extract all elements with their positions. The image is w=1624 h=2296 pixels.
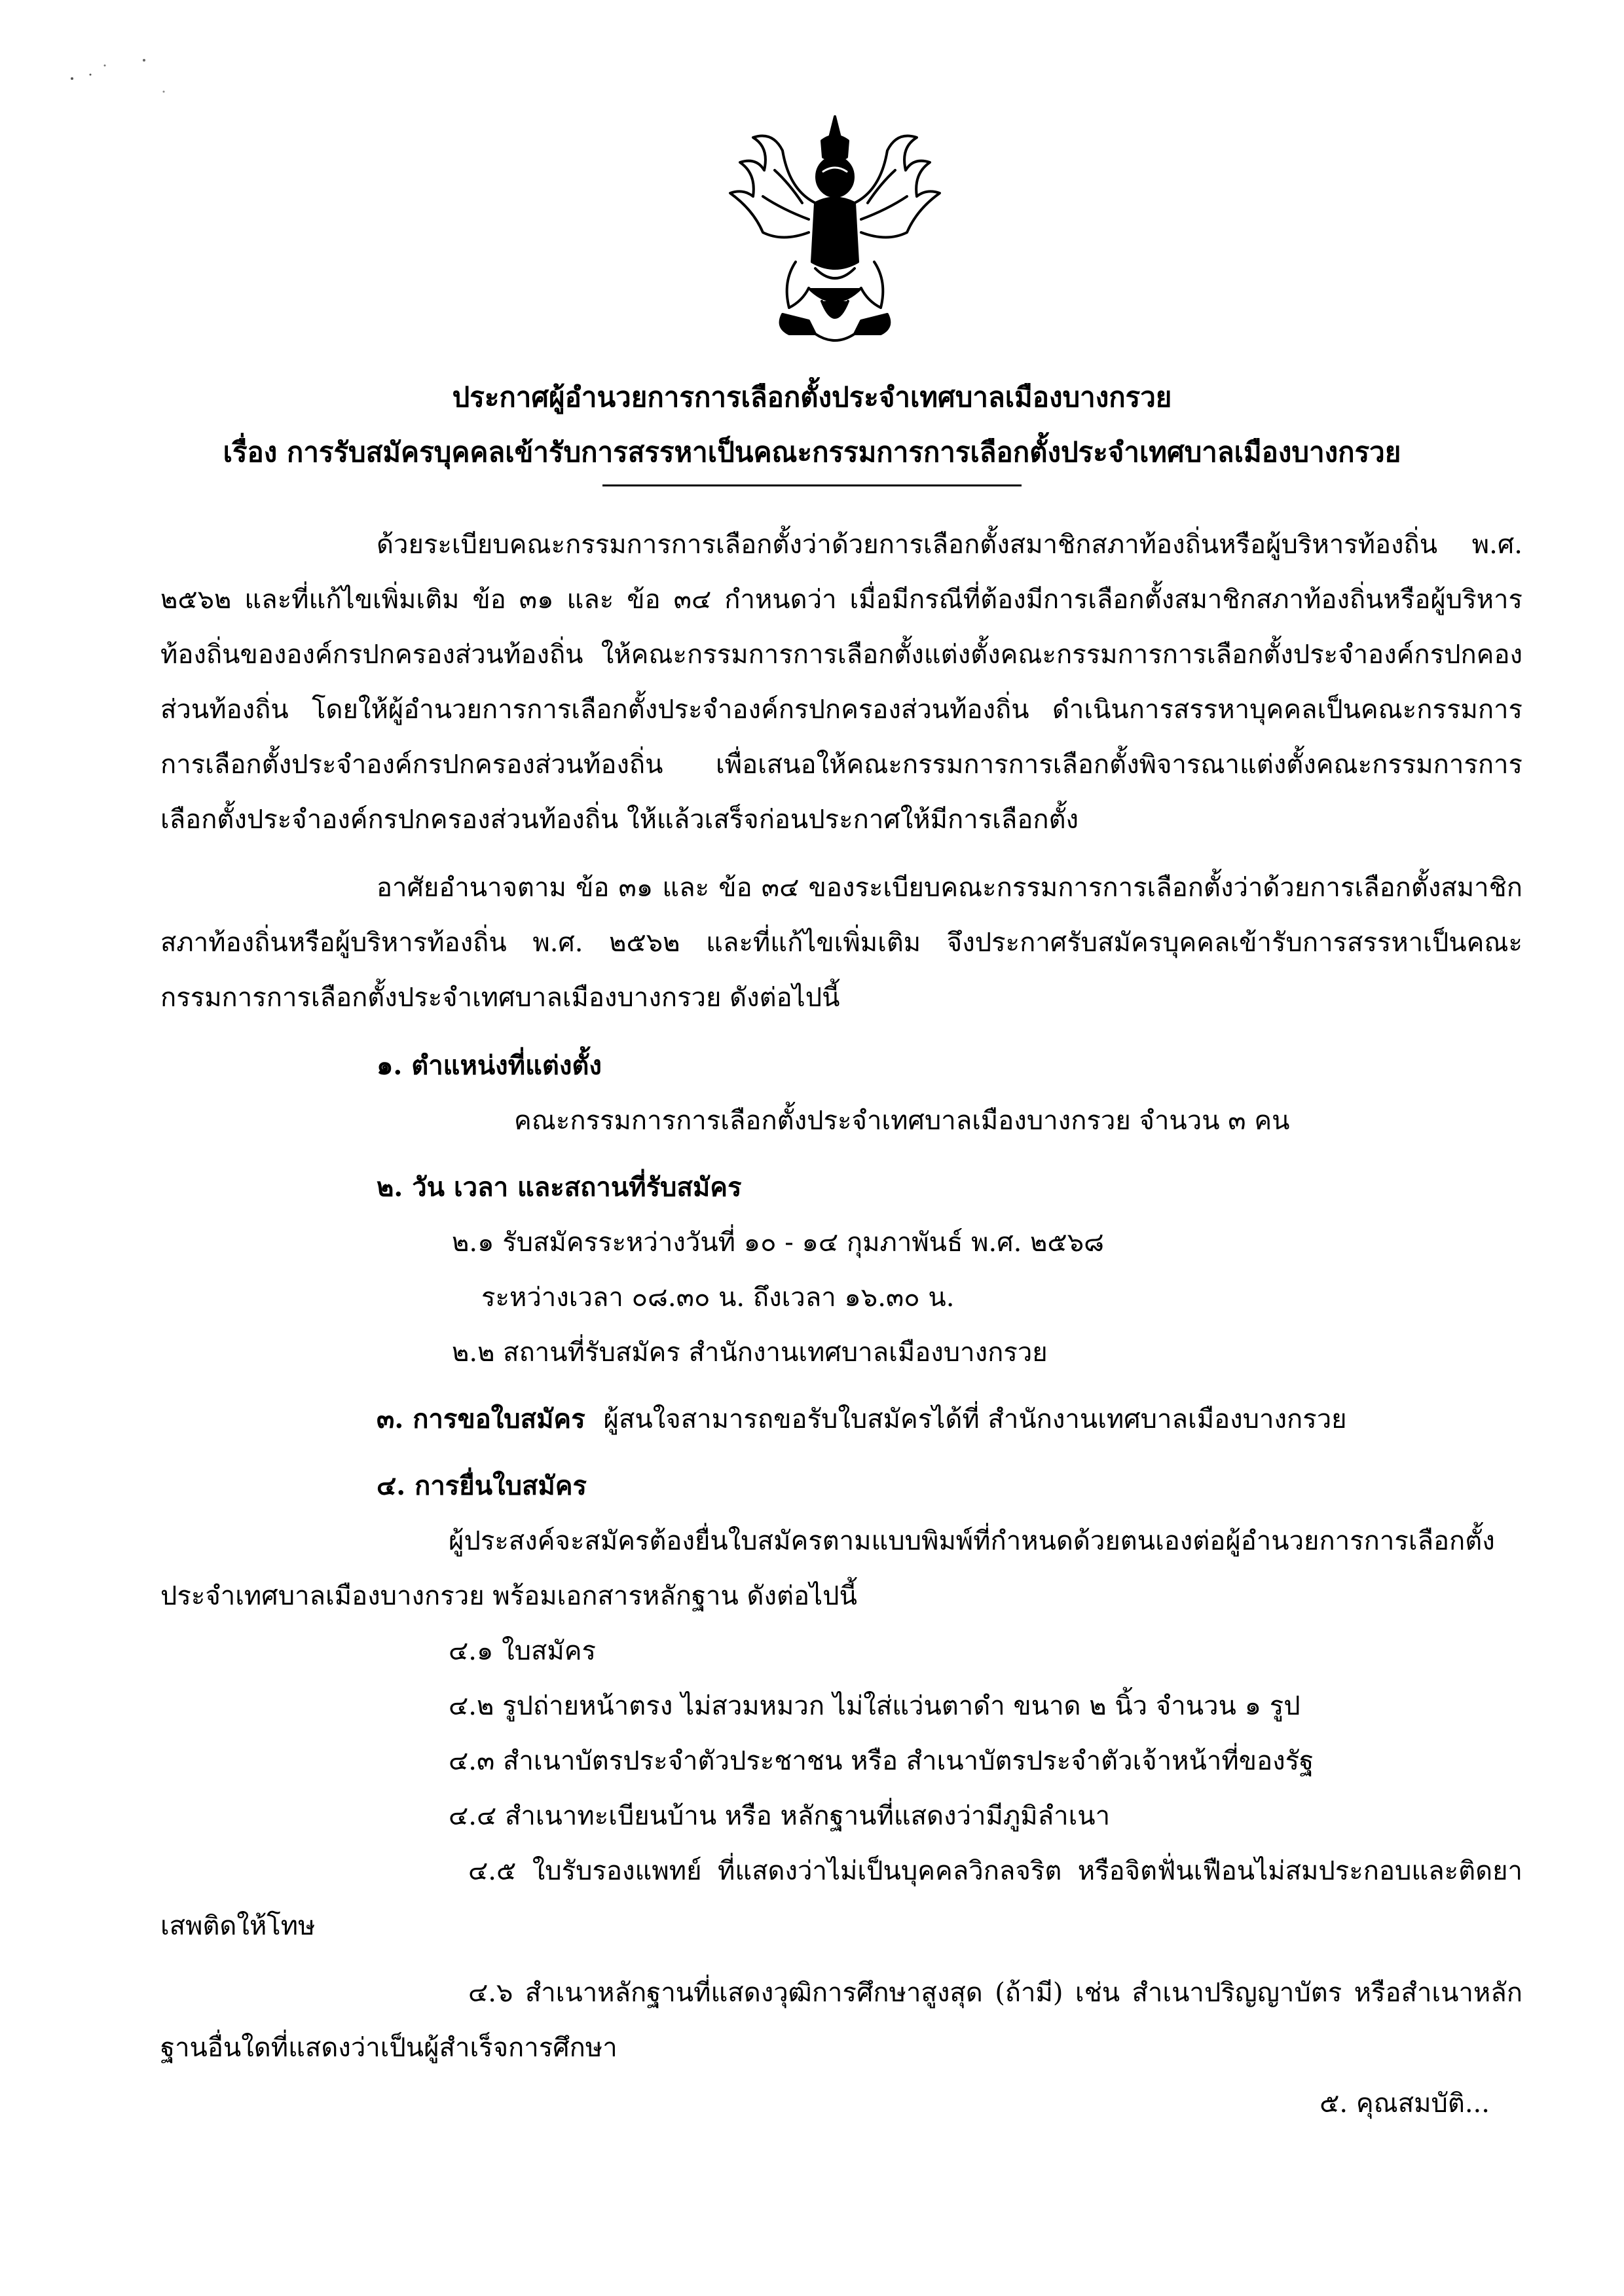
document-item-1: ๔.๑ ใบสมัคร xyxy=(449,1636,597,1666)
section-1-text: คณะกรรมการการเลือกตั้งประจำเทศบาลเมืองบางกรวย จำนวน ๓ คน xyxy=(514,1106,1290,1136)
garuda-emblem-icon xyxy=(717,111,953,354)
intro-paragraph-1: ด้วยระเบียบคณะกรรมการการเลือกตั้งว่าด้วยการเลือกตั้งสมาชิกสภาท้องถิ่นหรือผู้บริหารท้องถิ่น พ.ศ. ๒๕๖๒ และที่แก้ไขเพิ่มเติม ข้อ ๓๑ และ ข้อ ๓๔ กำหนดว่า เมื่อมีกรณีที่ต้องมีการเลือกตั้งสมาชิกสภาท้องถิ่นหรือผู้บริหารท้องถิ่นขององค์กรปกครองส่วนท้องถิ่น ให้คณะกรรมการการเลือกตั้งแต่งตั้งคณะกรรมการการเลือกตั้งประจำองค์กรปกคองส่วนท้องถิ่น โดยให้ผู้อำนวยการการเลือกตั้งประจำองค์กรปกครองส่วนท้องถิ่น ดำเนินการสรรหาบุคคลเป็นคณะกรรมการการเลือกตั้งประจำองค์กรปกครองส่วนท้องถิ่น เพื่อเสนอให้คณะกรรมการการเลือกตั้งพิจารณาแต่งตั้งคณะกรรมการการเลือกตั้งประจำองค์กรปกครองส่วนท้องถิ่น ให้แล้วเสร็จก่อนประกาศให้มีการเลือกตั้ง xyxy=(160,530,1522,835)
section-4-heading: ๔. การยื่นใบสมัคร xyxy=(377,1470,587,1501)
section-4-intro: ผู้ประสงค์จะสมัครต้องยื่นใบสมัครตามแบบพิมพ์ที่กำหนดด้วยตนเองต่อผู้อำนวยการการเลือกตั้งประจำเทศบาลเมืองบางกรวย พร้อมเอกสารหลักฐาน ดังต่อไปนี้ xyxy=(160,1526,1495,1611)
scan-specks xyxy=(59,46,190,105)
section-1-heading: ๑. ตำแหน่งที่แต่งตั้ง xyxy=(377,1050,602,1081)
section-3-heading: ๓. การขอใบสมัคร xyxy=(377,1404,585,1434)
subject-line: เรื่อง การรับสมัครบุคคลเข้ารับการสรรหาเป็นคณะกรรมการการเลือกตั้งประจำเทศบาลเมืองบางกรวย xyxy=(223,436,1401,468)
section-2-heading: ๒. วัน เวลา และสถานที่รับสมัคร xyxy=(377,1172,742,1203)
continuation-note: ๕. คุณสมบัติ... xyxy=(1320,2088,1490,2119)
section-3-text: ผู้สนใจสามารถขอรับใบสมัครได้ที่ สำนักงานเทศบาลเมืองบางกรวย xyxy=(603,1404,1347,1434)
document-item-4: ๔.๔ สำเนาทะเบียนบ้าน หรือ หลักฐานที่แสดงว่ามีภูมิลำเนา xyxy=(449,1801,1111,1831)
document-item-6: ๔.๖ สำเนาหลักฐานที่แสดงวุฒิการศึกษาสูงสุด (ถ้ามี) เช่น สำเนาปริญญาบัตร หรือสำเนาหลักฐานอื่นใดที่แสดงว่าเป็นผู้สำเร็จการศึกษา xyxy=(160,1978,1522,2063)
section-3 xyxy=(160,1392,1522,1447)
title-block xyxy=(157,370,1467,480)
document-item-5: ๔.๕ ใบรับรองแพทย์ ที่แสดงว่าไม่เป็นบุคคลวิกลจริต หรือจิตฟั่นเฟือนไม่สมประกอบและติดยาเสพติดให้โทษ xyxy=(160,1856,1522,1941)
document-item-2: ๔.๒ รูปถ่ายหน้าตรง ไม่สวมหมวก ไม่ใส่แว่นตาดำ ขนาด ๒ นิ้ว จำนวน ๑ รูป xyxy=(449,1691,1301,1721)
section-2-item-2: ๒.๒ สถานที่รับสมัคร สำนักงานเทศบาลเมืองบางกรวย xyxy=(452,1338,1048,1368)
page-title: ประกาศผู้อำนวยการการเลือกตั้งประจำเทศบาลเมืองบางกรวย xyxy=(452,381,1172,413)
title-divider xyxy=(602,484,1022,486)
intro-paragraph-2: อาศัยอำนาจตาม ข้อ ๓๑ และ ข้อ ๓๔ ของระเบียบคณะกรรมการการเลือกตั้งว่าด้วยการเลือกตั้งสมาชิกสภาท้องถิ่นหรือผู้บริหารท้องถิ่น พ.ศ. ๒๕๖๒ และที่แก้ไขเพิ่มเติม จึงประกาศรับสมัครบุคคลเข้ารับการสรรหาเป็นคณะกรรมการการเลือกตั้งประจำเทศบาลเมืองบางกรวย ดังต่อไปนี้ xyxy=(160,873,1522,1013)
section-2-item-1: ๒.๑ รับสมัครระหว่างวันที่ ๑๐ - ๑๔ กุมภาพันธ์ พ.ศ. ๒๕๖๘ xyxy=(452,1228,1104,1258)
section-2-item-1-time: ระหว่างเวลา ๐๘.๓๐ น. ถึงเวลา ๑๖.๓๐ น. xyxy=(481,1283,955,1313)
document-item-3: ๔.๓ สำเนาบัตรประจำตัวประชาชน หรือ สำเนาบัตรประจำตัวเจ้าหน้าที่ของรัฐ xyxy=(449,1746,1314,1776)
document-body xyxy=(160,517,1522,2075)
